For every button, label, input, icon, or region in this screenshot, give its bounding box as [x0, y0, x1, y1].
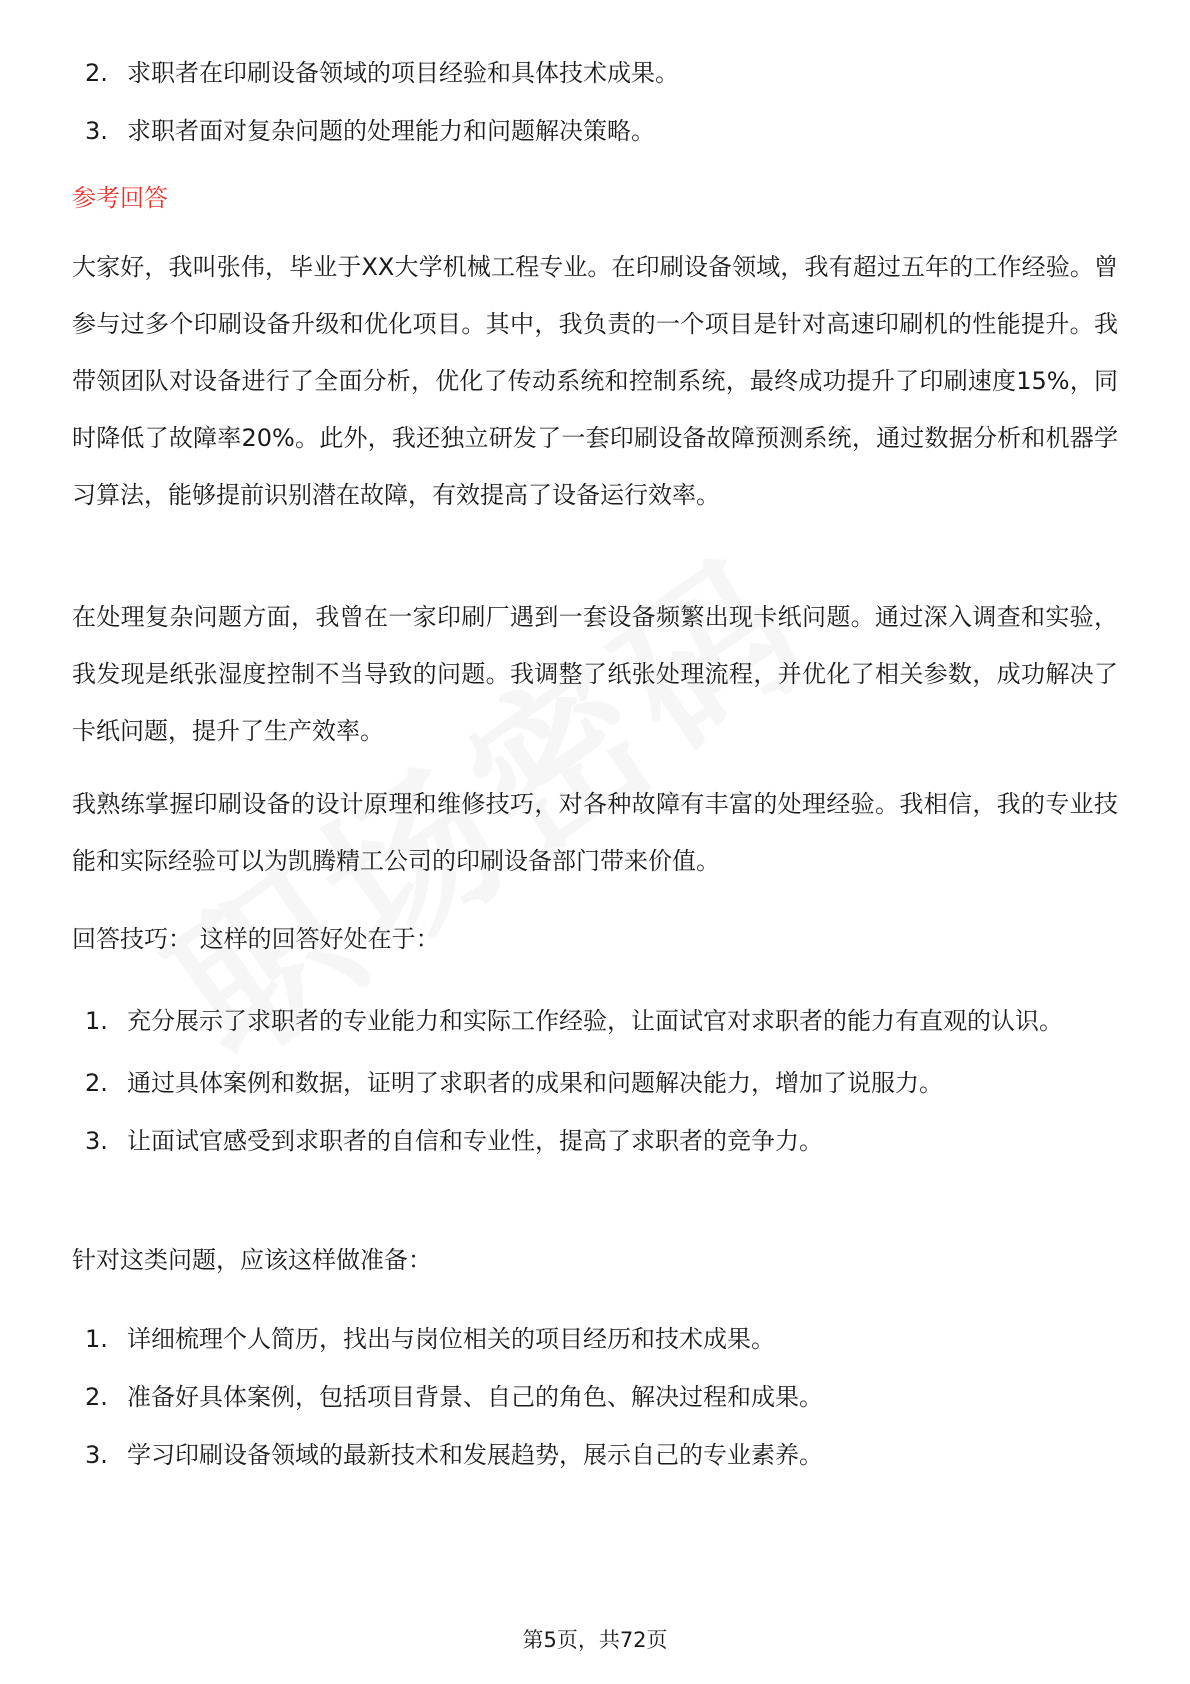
list-item-text: 求职者面对复杂问题的处理能力和问题解决策略。 [127, 117, 655, 145]
list-item-number: 1. [85, 1325, 108, 1353]
page-number: 第5页，共72页 [522, 1628, 668, 1652]
list-item-number: 1. [85, 1007, 108, 1035]
list-item-number: 3. [85, 117, 108, 145]
list-item-text: 充分展示了求职者的专业能力和实际工作经验，让面试官对求职者的能力有直观的认识。 [127, 1007, 1063, 1035]
list-item-text: 求职者在印刷设备领域的项目经验和具体技术成果。 [127, 59, 679, 87]
list-item-text: 让面试官感受到求职者的自信和专业性，提高了求职者的竞争力。 [127, 1127, 823, 1155]
list-item-text: 学习印刷设备领域的最新技术和发展趋势，展示自己的专业素养。 [127, 1441, 823, 1469]
list-item-number: 3. [85, 1127, 108, 1155]
list-item-number: 2. [85, 59, 108, 87]
question-focus-list [85, 52, 1115, 168]
answer-paragraph-3: 我熟练掌握印刷设备的设计原理和维修技巧，对各种故障有丰富的处理经验。我相信，我的专业技能和实际经验可以为凯腾精工公司的印刷设备部门带来价值。 [72, 790, 1118, 875]
list-item [85, 997, 1115, 1046]
list-item [85, 1120, 1115, 1162]
list-item [85, 1376, 1115, 1418]
list-item-number: 3. [85, 1441, 108, 1469]
section-heading: 参考回答 [72, 184, 168, 212]
list-item-text: 详细梳理个人简历，找出与岗位相关的项目经历和技术成果。 [127, 1325, 775, 1353]
list-item [85, 1318, 1115, 1360]
list-item [85, 1062, 1115, 1104]
list-item-text: 通过具体案例和数据，证明了求职者的成果和问题解决能力，增加了说服力。 [127, 1069, 943, 1097]
prep-intro: 针对这类问题，应该这样做准备： [72, 1246, 432, 1274]
tips-list [85, 997, 1115, 1178]
prep-list [85, 1318, 1115, 1492]
list-item-text: 准备好具体案例，包括项目背景、自己的角色、解决过程和成果。 [127, 1383, 823, 1411]
list-item [85, 1434, 1115, 1476]
answer-paragraph-1: 大家好，我叫张伟，毕业于XX大学机械工程专业。在印刷设备领域，我有超过五年的工作经验。曾参与过多个印刷设备升级和优化项目。其中，我负责的一个项目是针对高速印刷机的性能提升。我带领团队对设备进行了全面分析，优化了传动系统和控制系统，最终成功提升了印刷速度15%，同时降低了故障率20%。此外，我还独立研发了一套印刷设备故障预测系统，通过数据分析和机器学习算法，能够提前识别潜在故障，有效提高了设备运行效率。 [72, 253, 1118, 509]
tips-intro: 回答技巧： 这样的回答好处在于： [72, 925, 440, 953]
answer-paragraph-2: 在处理复杂问题方面，我曾在一家印刷厂遇到一套设备频繁出现卡纸问题。通过深入调查和实验，我发现是纸张湿度控制不当导致的问题。我调整了纸张处理流程，并优化了相关参数，成功解决了卡纸问题，提升了生产效率。 [72, 603, 1118, 745]
list-item-number: 2. [85, 1069, 108, 1097]
list-item-number: 2. [85, 1383, 108, 1411]
list-item [85, 110, 1115, 152]
list-item [85, 52, 1115, 94]
